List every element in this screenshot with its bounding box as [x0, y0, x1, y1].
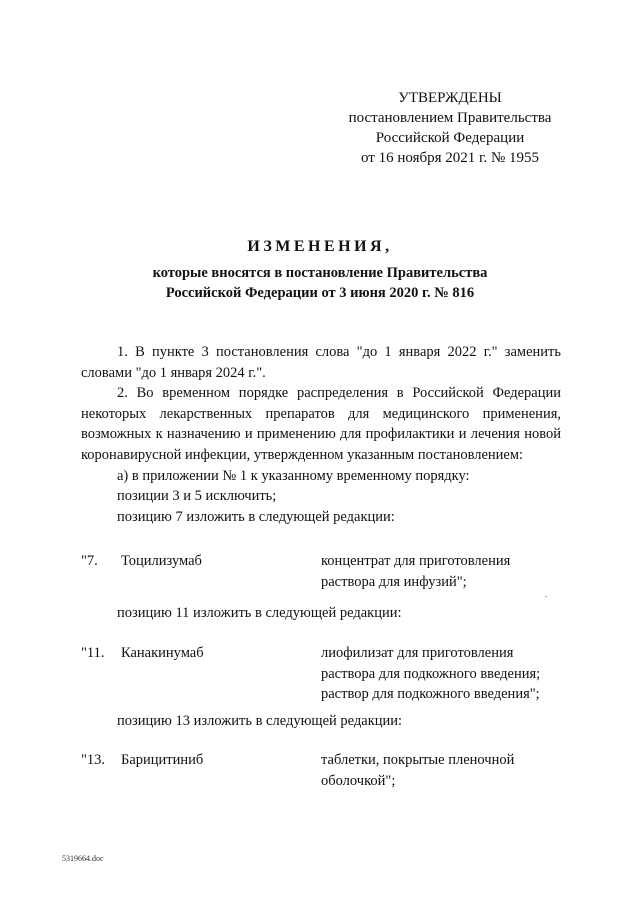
- dosage-form: [321, 643, 540, 705]
- dosage-form-line: раствора для подкожного введения;: [321, 665, 541, 682]
- position-11-intro: позицию 11 изложить в следующей редакции:: [117, 605, 402, 621]
- dosage-form-line: оболочкой";: [321, 772, 396, 789]
- subtitle-line-2: Российской Федерации от 3 июня 2020 г. № 816: [165, 285, 475, 301]
- paragraph-2: 2. Во временном порядке распределения в Российской Федерации некоторых лекарственных препаратов для медицинского применения, возможных к назначению и применению для профилактики и лечения новой коронавирусной инфекции, утвержденном указанным постановлением:: [81, 385, 561, 463]
- approved-line-3: от 16 ноября 2021 г. № 1955: [360, 150, 540, 166]
- dosage-form: [321, 750, 514, 791]
- dosage-form-line: таблетки, покрытые пленочной: [321, 752, 515, 768]
- drug-name: Канакинумаб: [121, 645, 204, 661]
- approved-line-2: Российской Федерации: [375, 130, 525, 146]
- dosage-form: [321, 551, 510, 592]
- approval-block: [330, 88, 570, 168]
- position-7-intro: позицию 7 изложить в следующей редакции:: [117, 508, 395, 525]
- dosage-form-line: раствор для подкожного введения";: [321, 686, 540, 703]
- subparagraph-a: а) в приложении № 1 к указанному временному порядку:: [117, 467, 470, 484]
- document-body: [81, 342, 561, 527]
- position-13-intro: позицию 13 изложить в следующей редакции:: [117, 713, 403, 729]
- entry-number: "11.: [81, 645, 105, 661]
- drug-name: Барицитиниб: [121, 752, 204, 768]
- dosage-form-line: раствора для инфузий";: [321, 573, 467, 590]
- drug-name: Тоцилизумаб: [121, 553, 202, 569]
- document-subtitle: [0, 263, 640, 303]
- entry-number: "7.: [81, 553, 98, 569]
- dosage-form-line: концентрат для приготовления: [321, 553, 511, 569]
- scan-artifact: [545, 596, 547, 597]
- entry-number: "13.: [81, 752, 106, 768]
- approved-line-1: постановлением Правительства: [348, 110, 552, 126]
- file-name-footer: 5319664.doc: [62, 854, 104, 863]
- document-title: ИЗМЕНЕНИЯ,: [247, 238, 393, 255]
- exclude-positions: позиции 3 и 5 исключить;: [117, 488, 277, 505]
- dosage-form-line: лиофилизат для приготовления: [321, 645, 514, 661]
- subtitle-line-1: которые вносятся в постановление Правительства: [152, 265, 488, 281]
- paragraph-1: 1. В пункте 3 постановления слова "до 1 января 2022 г." заменить словами "до 1 января 2024 г.".: [81, 344, 561, 381]
- approved-heading: УТВЕРЖДЕНЫ: [398, 90, 502, 106]
